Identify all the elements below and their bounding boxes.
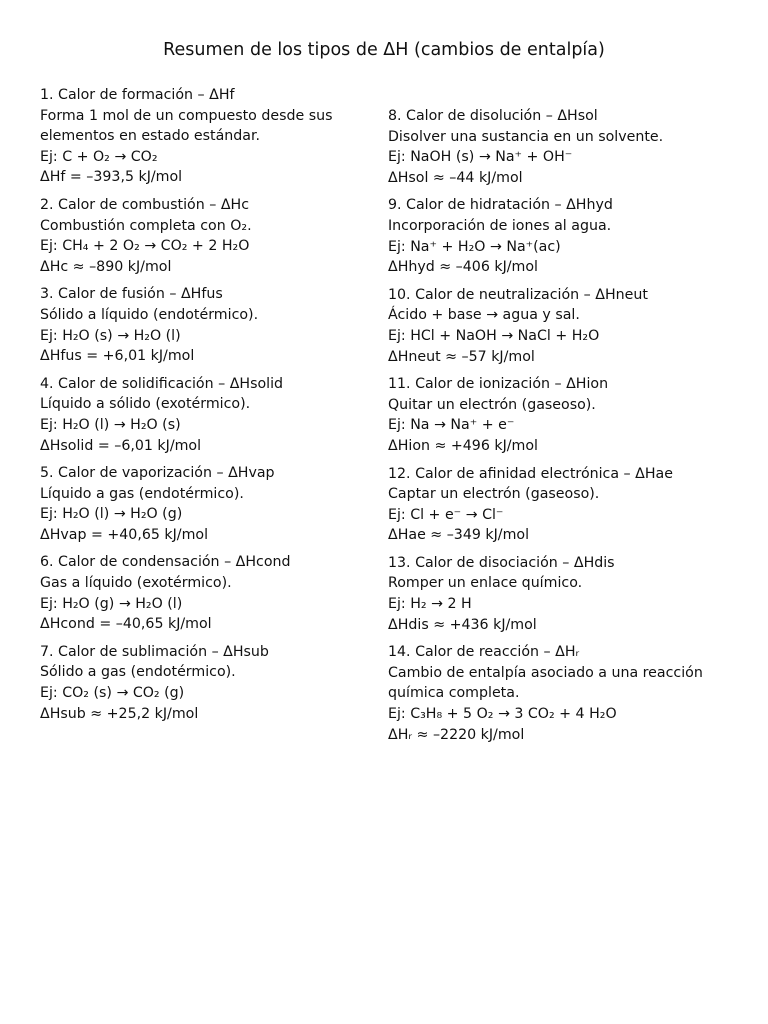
- section-hydration: [388, 195, 728, 277]
- section-line: Ej: C + O₂ → CO₂: [40, 148, 158, 165]
- section-line: Ácido + base → agua y sal.: [388, 307, 580, 324]
- section-line: Ej: CO₂ (s) → CO₂ (g): [40, 685, 185, 702]
- section-condensation: [40, 552, 370, 634]
- section-line: Líquido a gas (endotérmico).: [40, 485, 244, 502]
- section-line: elementos en estado estándar.: [40, 128, 260, 145]
- section-heading: 2. Calor de combustión – ΔHc: [40, 196, 250, 213]
- section-line: Gas a líquido (exotérmico).: [40, 575, 232, 592]
- section-line: ΔHc ≈ –890 kJ/mol: [40, 258, 172, 275]
- section-heading: 9. Calor de hidratación – ΔHhyd: [388, 197, 613, 214]
- section-line: Captar un electrón (gaseoso).: [388, 486, 600, 503]
- section-line: Sólido a gas (endotérmico).: [40, 664, 236, 681]
- section-heading: 11. Calor de ionización – ΔHion: [388, 376, 609, 393]
- section-line: ΔHdis ≈ +436 kJ/mol: [388, 616, 537, 633]
- section-vaporization: [40, 463, 370, 545]
- section-heading: 7. Calor de sublimación – ΔHsub: [40, 643, 269, 660]
- document-title: Resumen de los tipos de ΔH (cambios de entalpía): [163, 40, 605, 60]
- right-column: [388, 106, 728, 752]
- section-electron-affinity: [388, 464, 728, 546]
- section-line: Ej: NaOH (s) → Na⁺ + OH⁻: [388, 149, 573, 166]
- section-line: Ej: HCl + NaOH → NaCl + H₂O: [388, 327, 600, 344]
- section-line: química completa.: [388, 685, 520, 702]
- section-line: Ej: Na → Na⁺ + e⁻: [388, 417, 515, 434]
- section-line: Ej: H₂O (l) → H₂O (g): [40, 506, 183, 523]
- section-heading: 10. Calor de neutralización – ΔHneut: [388, 286, 648, 303]
- section-line: Ej: H₂O (l) → H₂O (s): [40, 416, 181, 433]
- section-dissolution: [388, 106, 728, 188]
- section-heading: 4. Calor de solidificación – ΔHsolid: [40, 375, 284, 392]
- section-line: ΔHvap = +40,65 kJ/mol: [40, 526, 209, 543]
- section-line: ΔHcond = –40,65 kJ/mol: [40, 616, 212, 633]
- section-line: ΔHsub ≈ +25,2 kJ/mol: [40, 705, 199, 722]
- section-line: Incorporación de iones al agua.: [388, 217, 612, 234]
- section-line: ΔHae ≈ –349 kJ/mol: [388, 527, 530, 544]
- left-column: [40, 85, 370, 731]
- section-line: ΔHion ≈ +496 kJ/mol: [388, 437, 538, 454]
- section-line: Ej: Cl + e⁻ → Cl⁻: [388, 506, 504, 523]
- section-line: Romper un enlace químico.: [388, 575, 583, 592]
- section-line: ΔHᵣ ≈ –2220 kJ/mol: [388, 726, 525, 743]
- section-line: Ej: H₂O (s) → H₂O (l): [40, 327, 181, 344]
- section-heading: 8. Calor de disolución – ΔHsol: [388, 108, 598, 124]
- section-line: ΔHneut ≈ –57 kJ/mol: [388, 348, 535, 365]
- section-line: ΔHsol ≈ –44 kJ/mol: [388, 169, 523, 186]
- section-fusion: [40, 284, 370, 366]
- section-line: ΔHfus = +6,01 kJ/mol: [40, 348, 195, 365]
- section-line: Ej: C₃H₈ + 5 O₂ → 3 CO₂ + 4 H₂O: [388, 706, 617, 723]
- section-solidification: [40, 374, 370, 456]
- section-formation: [40, 85, 370, 188]
- section-line: ΔHsolid = –6,01 kJ/mol: [40, 437, 202, 454]
- section-heading: 3. Calor de fusión – ΔHfus: [40, 286, 223, 303]
- section-line: Líquido a sólido (exotérmico).: [40, 396, 251, 413]
- section-line: Disolver una sustancia en un solvente.: [388, 128, 664, 145]
- section-heading: 13. Calor de disociación – ΔHdis: [388, 554, 615, 571]
- section-ionization: [388, 374, 728, 456]
- section-line: Sólido a líquido (endotérmico).: [40, 306, 259, 323]
- section-line: ΔHhyd ≈ –406 kJ/mol: [388, 259, 538, 276]
- section-sublimation: [40, 642, 370, 724]
- section-line: Ej: CH₄ + 2 O₂ → CO₂ + 2 H₂O: [40, 238, 250, 255]
- section-line: Ej: H₂O (g) → H₂O (l): [40, 595, 183, 612]
- section-heading: 5. Calor de vaporización – ΔHvap: [40, 465, 275, 482]
- section-heading: 6. Calor de condensación – ΔHcond: [40, 554, 291, 571]
- section-line: Ej: Na⁺ + H₂O → Na⁺(ac): [388, 238, 561, 255]
- section-line: Combustión completa con O₂.: [40, 217, 252, 234]
- section-reaction: [388, 642, 728, 745]
- section-line: Cambio de entalpía asociado a una reacción: [388, 664, 703, 681]
- section-heading: 14. Calor de reacción – ΔHᵣ: [388, 644, 580, 661]
- section-heading: 1. Calor de formación – ΔHf: [40, 87, 235, 103]
- section-line: Ej: H₂ → 2 H: [388, 596, 472, 613]
- section-dissociation: [388, 553, 728, 635]
- section-line: ΔHf = –393,5 kJ/mol: [40, 169, 183, 186]
- section-neutralization: [388, 285, 728, 367]
- section-combustion: [40, 195, 370, 277]
- section-line: Quitar un electrón (gaseoso).: [388, 396, 596, 413]
- section-line: Forma 1 mol de un compuesto desde sus: [40, 107, 333, 124]
- section-heading: 12. Calor de afinidad electrónica – ΔHae: [388, 465, 673, 482]
